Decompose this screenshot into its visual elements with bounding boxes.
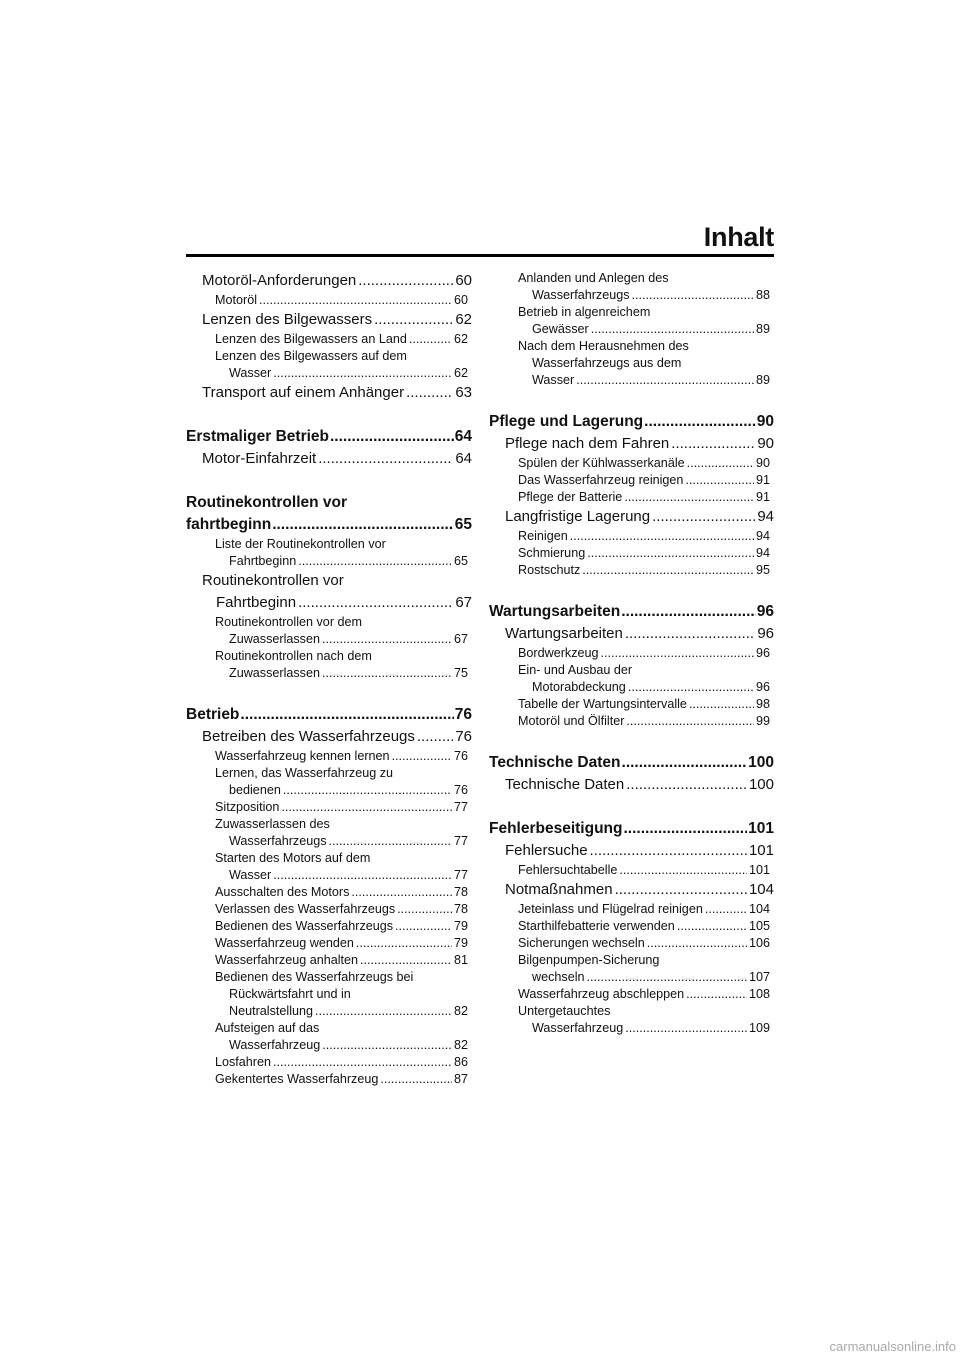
toc-section[interactable]: Pflege und Lagerung ..... 90 xyxy=(489,411,774,433)
title-rule xyxy=(186,254,774,257)
toc-entry[interactable]: Losfahren ..... 86 xyxy=(186,1054,472,1071)
toc-entry-line: Bilgenpumpen-Sicherung xyxy=(518,953,660,967)
toc-entry[interactable]: Verlassen des Wasserfahrzeugs ..... 78 xyxy=(186,901,472,918)
toc-entry[interactable]: Ausschalten des Motors ..... 78 xyxy=(186,884,472,901)
toc-entry[interactable]: Fehlersuchtabelle ..... 101 xyxy=(489,862,774,879)
toc-entry-line: Zuwasserlassen des xyxy=(215,817,330,831)
toc-entry[interactable]: Wasserfahrzeug anhalten ..... 81 xyxy=(186,952,472,969)
toc-entry[interactable]: Wasserfahrzeugs ..... 88 xyxy=(489,287,774,304)
toc-entry[interactable]: Lenzen des Bilgewassers ..... 62 xyxy=(186,309,472,331)
toc-entry[interactable]: Sitzposition ..... 77 xyxy=(186,799,472,816)
toc-entry[interactable]: Wasser ..... 89 xyxy=(489,372,774,389)
toc-entry[interactable]: Schmierung ..... 94 xyxy=(489,545,774,562)
toc-entry[interactable]: Pflege der Batterie ..... 91 xyxy=(489,489,774,506)
toc-entry[interactable]: Neutralstellung ..... 82 xyxy=(186,1003,472,1020)
toc-entry-line: Bedienen des Wasserfahrzeugs bei xyxy=(215,970,414,984)
toc-entry[interactable]: Langfristige Lagerung ..... 94 xyxy=(489,506,774,528)
toc-entry[interactable]: Zuwasserlassen ..... 67 xyxy=(186,631,472,648)
toc-entry[interactable]: Jeteinlass und Flügelrad reinigen ..... 104 xyxy=(489,901,774,918)
toc-entry[interactable]: wechseln ..... 107 xyxy=(489,969,774,986)
toc-section[interactable]: Betrieb ..... 76 xyxy=(186,704,472,726)
toc-column-left xyxy=(186,270,472,1088)
toc-entry[interactable]: Betreiben des Wasserfahrzeugs ..... 76 xyxy=(186,726,472,748)
toc-entry[interactable]: Spülen der Kühlwasserkanäle ..... 90 xyxy=(489,455,774,472)
toc-column-right xyxy=(489,270,774,1037)
toc-entry[interactable]: Rostschutz ..... 95 xyxy=(489,562,774,579)
toc-entry[interactable]: Wasserfahrzeug wenden ..... 79 xyxy=(186,935,472,952)
toc-entry[interactable]: Sicherungen wechseln ..... 106 xyxy=(489,935,774,952)
toc-entry[interactable]: Technische Daten ..... 100 xyxy=(489,774,774,796)
toc-entry[interactable]: Fahrtbeginn ..... 67 xyxy=(186,592,472,614)
toc-section[interactable]: Erstmaliger Betrieb ..... 64 xyxy=(186,426,472,448)
toc-entry[interactable]: Wasserfahrzeugs ..... 77 xyxy=(186,833,472,850)
toc-entry[interactable]: Wasserfahrzeug kennen lernen ..... 76 xyxy=(186,748,472,765)
page-title: Inhalt xyxy=(703,222,774,252)
toc-entry[interactable]: Gekentertes Wasserfahrzeug ..... 87 xyxy=(186,1071,472,1088)
watermark: carmanualsonline.info xyxy=(829,1339,956,1354)
toc-entry-line: Routinekontrollen nach dem xyxy=(215,649,372,663)
toc-entry[interactable]: Zuwasserlassen ..... 75 xyxy=(186,665,472,682)
toc-entry[interactable]: Motoröl-Anforderungen ..... 60 xyxy=(186,270,472,292)
toc-section-line: Routinekontrollen vor xyxy=(186,494,348,511)
toc-entry[interactable]: Wasser ..... 77 xyxy=(186,867,472,884)
toc-entry[interactable]: Motor-Einfahrzeit ..... 64 xyxy=(186,448,472,470)
toc-section[interactable]: Wartungsarbeiten ..... 96 xyxy=(489,601,774,623)
toc-entry[interactable]: Lenzen des Bilgewassers an Land ..... 62 xyxy=(186,331,472,348)
toc-entry[interactable]: Wasserfahrzeug ..... 109 xyxy=(489,1020,774,1037)
toc-entry-line: Routinekontrollen vor dem xyxy=(215,615,363,629)
toc-entry-line: Starten des Motors auf dem xyxy=(215,851,371,865)
toc-entry-line: Anlanden und Anlegen des xyxy=(518,271,669,285)
toc-entry-line: Wasserfahrzeugs aus dem xyxy=(532,356,682,370)
toc-entry-line: Lenzen des Bilgewassers auf dem xyxy=(215,349,407,363)
toc-entry[interactable]: Fahrtbeginn ..... 65 xyxy=(186,553,472,570)
toc-entry-line: Liste der Routinekontrollen vor xyxy=(215,537,386,551)
toc-entry[interactable]: Reinigen ..... 94 xyxy=(489,528,774,545)
toc-entry[interactable]: bedienen ..... 76 xyxy=(186,782,472,799)
toc-entry[interactable]: Fehlersuche ..... 101 xyxy=(489,840,774,862)
toc-entry[interactable]: Wasser ..... 62 xyxy=(186,365,472,382)
toc-entry-line: Lernen, das Wasserfahrzeug zu xyxy=(215,766,394,780)
toc-entry[interactable]: Motorabdeckung ..... 96 xyxy=(489,679,774,696)
toc-section[interactable]: Technische Daten ..... 100 xyxy=(489,752,774,774)
toc-section[interactable]: fahrtbeginn ..... 65 xyxy=(186,514,472,536)
toc-entry[interactable]: Das Wasserfahrzeug reinigen ..... 91 xyxy=(489,472,774,489)
toc-entry[interactable]: Transport auf einem Anhänger ..... 63 xyxy=(186,382,472,404)
toc-entry-line: Untergetauchtes xyxy=(518,1004,611,1018)
toc-entry[interactable]: Notmaßnahmen ..... 104 xyxy=(489,879,774,901)
toc-entry[interactable]: Motoröl und Ölfilter ..... 99 xyxy=(489,713,774,730)
toc-entry[interactable]: Motoröl ..... 60 xyxy=(186,292,472,309)
toc-entry[interactable]: Bedienen des Wasserfahrzeugs ..... 79 xyxy=(186,918,472,935)
toc-entry[interactable]: Gewässer ..... 89 xyxy=(489,321,774,338)
toc-entry[interactable]: Wasserfahrzeug abschleppen ..... 108 xyxy=(489,986,774,1003)
toc-entry-line: Rückwärtsfahrt und in xyxy=(229,987,351,1001)
toc-entry[interactable]: Pflege nach dem Fahren ..... 90 xyxy=(489,433,774,455)
toc-entry-line: Ein- und Ausbau der xyxy=(518,663,633,677)
toc-entry[interactable]: Bordwerkzeug ..... 96 xyxy=(489,645,774,662)
toc-section[interactable]: Fehlerbeseitigung ..... 101 xyxy=(489,818,774,840)
toc-entry[interactable]: Wartungsarbeiten ..... 96 xyxy=(489,623,774,645)
toc-entry-line: Nach dem Herausnehmen des xyxy=(518,339,689,353)
toc-entry[interactable]: Tabelle der Wartungsintervalle ..... 98 xyxy=(489,696,774,713)
toc-entry[interactable]: Wasserfahrzeug ..... 82 xyxy=(186,1037,472,1054)
toc-entry[interactable]: Starthilfebatterie verwenden ..... 105 xyxy=(489,918,774,935)
toc-entry-line: Aufsteigen auf das xyxy=(215,1021,320,1035)
toc-entry-line: Routinekontrollen vor xyxy=(202,572,344,589)
toc-entry-line: Betrieb in algenreichem xyxy=(518,305,651,319)
